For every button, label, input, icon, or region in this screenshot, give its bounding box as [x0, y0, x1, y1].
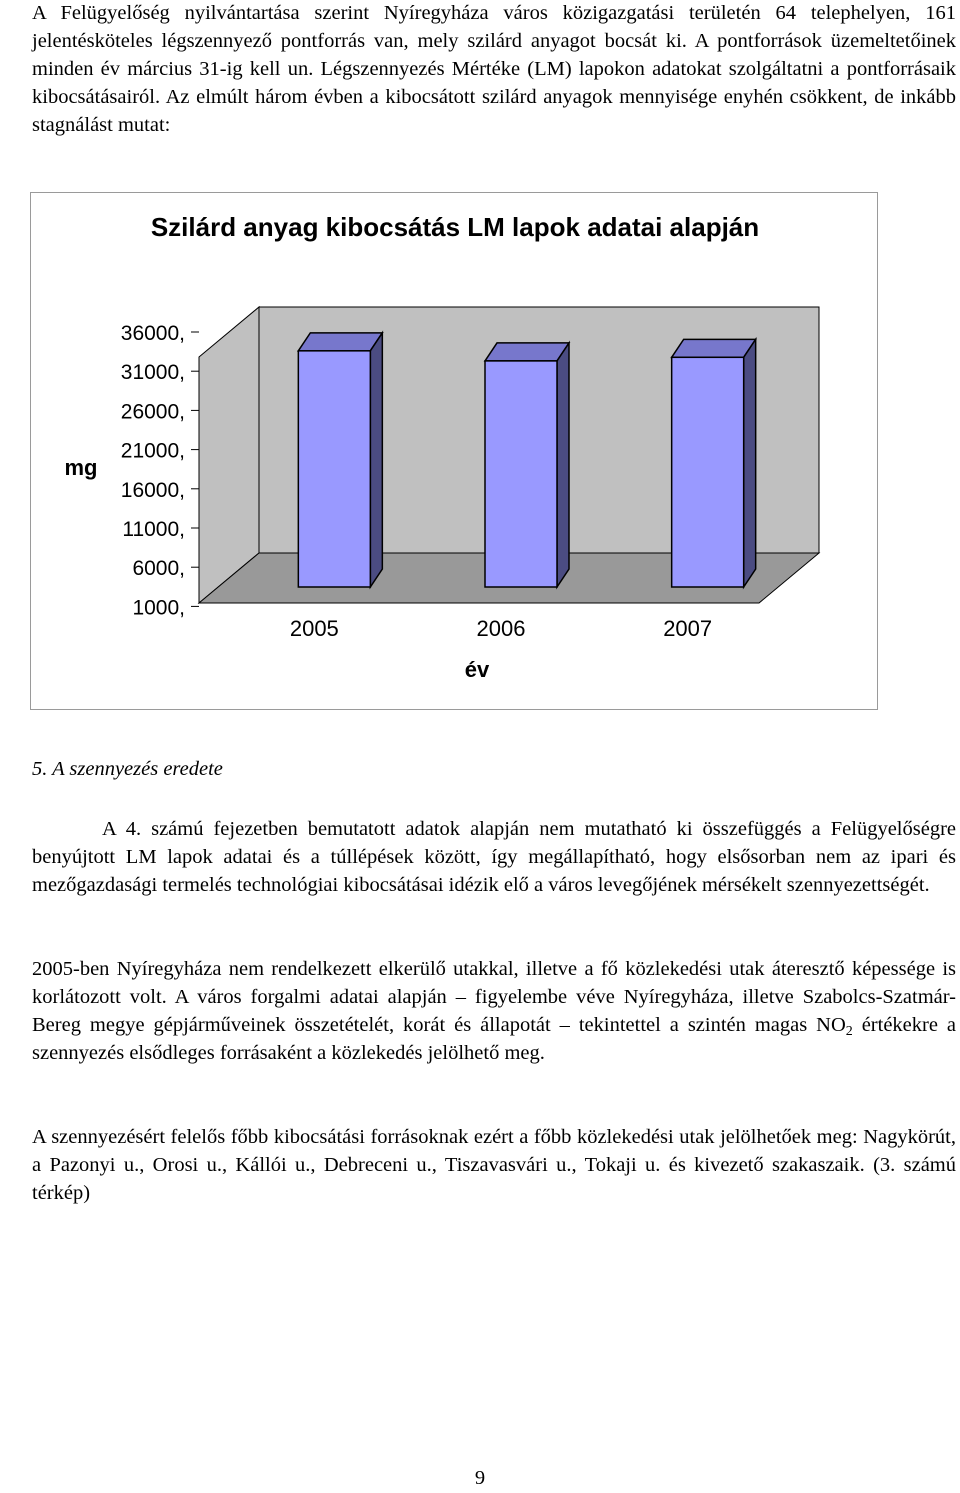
y-tick-label: 11000, [122, 518, 185, 541]
y-tick-label: 16000, [120, 478, 185, 502]
chart-title: Szilárd anyag kibocsátás LM lapok adatai alapján [150, 212, 760, 242]
bar-top [298, 333, 382, 351]
bar [298, 351, 370, 587]
paragraph-1-text: A 4. számú fejezetben bemutatott adatok alapján nem mutatható ki összefüggés a Felügyelőségre benyújtott LM lapok adatai és a túllépések között, így megállapítható, hogy elsősorban nem az ipari és mezőgazdasági termelés technológiai kibocsátásai idézik elő a város levegőjének mérsékelt szennyezettségét. [32, 818, 956, 896]
y-tick-label: 1000, [132, 596, 185, 620]
paragraph-2-text-a: 2005-ben Nyíregyháza nem rendelkezett elkerülő utakkal, illetve a fő közlekedési utak áteresztő képessége is korlátozott volt. A város forgalmi adatai alapján – figyelembe véve Nyíregyháza, illetve Szabolcs-Szatmár-Bereg megye gépjárműveinek összetételét, korát és állapotát – tekintettel a szintén magas NO [32, 958, 956, 1036]
x-tick-label: 2005 [289, 616, 339, 641]
bar-top [672, 339, 756, 357]
bar-top [485, 343, 569, 361]
paragraph-2-text-b: értékekre a szennyezés elsődleges forrásaként a közlekedés jelölhető meg. [32, 1014, 957, 1064]
section-heading: 5. A szennyezés eredete [32, 758, 223, 780]
x-axis-label: év [464, 657, 490, 682]
paragraph-3: A szennyezésért felelős főbb kibocsátási forrásoknak ezért a főbb közlekedési utak jelölhetőek meg: Nagykörút, a Pazonyi u., Orosi u., Kállói u., Debreceni u., Tiszavasvári u., Tokaji u. és kivezető szakaszaik. (3. számú térkép) [32, 1126, 956, 1204]
y-tick-label: 26000, [120, 400, 185, 424]
page-number: 9 [474, 1467, 486, 1489]
x-tick-label: 2006 [476, 616, 526, 641]
intro-paragraph: A Felügyelőség nyilvántartása szerint Nyíregyháza város közigazgatási területén 64 telephelyen, 161 jelentésköteles légszennyező pontforrás van, mely szilárd anyagot bocsát ki. A pontforrások üzemeltetőinek minden év március 31-ig kell un. Légszennyezés Mértéke (LM) lapokon adatokat szolgáltatni a pontforrásaik kibocsátásairól. Az elmúlt három évben a kibocsátott szilárd anyagok mennyisége enyhén csökkent, de inkább stagnálást mutat: [32, 2, 956, 136]
no2-subscript: 2 [845, 1024, 853, 1039]
bar-side [370, 333, 382, 587]
bar-side [744, 339, 756, 587]
paragraph-1 [32, 815, 956, 899]
y-tick-label: 36000, [120, 322, 185, 345]
bar [672, 357, 744, 587]
y-tick-label: 6000, [132, 557, 185, 581]
y-axis-label: mg [64, 455, 98, 480]
x-tick-label: 2007 [663, 616, 713, 641]
chart-side-wall [199, 307, 259, 603]
y-tick-label: 31000, [120, 361, 185, 385]
y-tick-label: 21000, [120, 439, 185, 463]
paragraph-2 [32, 955, 956, 1067]
bar-chart [31, 193, 879, 711]
bar-side [557, 343, 569, 587]
chart-frame [30, 192, 878, 710]
bar [485, 361, 557, 587]
